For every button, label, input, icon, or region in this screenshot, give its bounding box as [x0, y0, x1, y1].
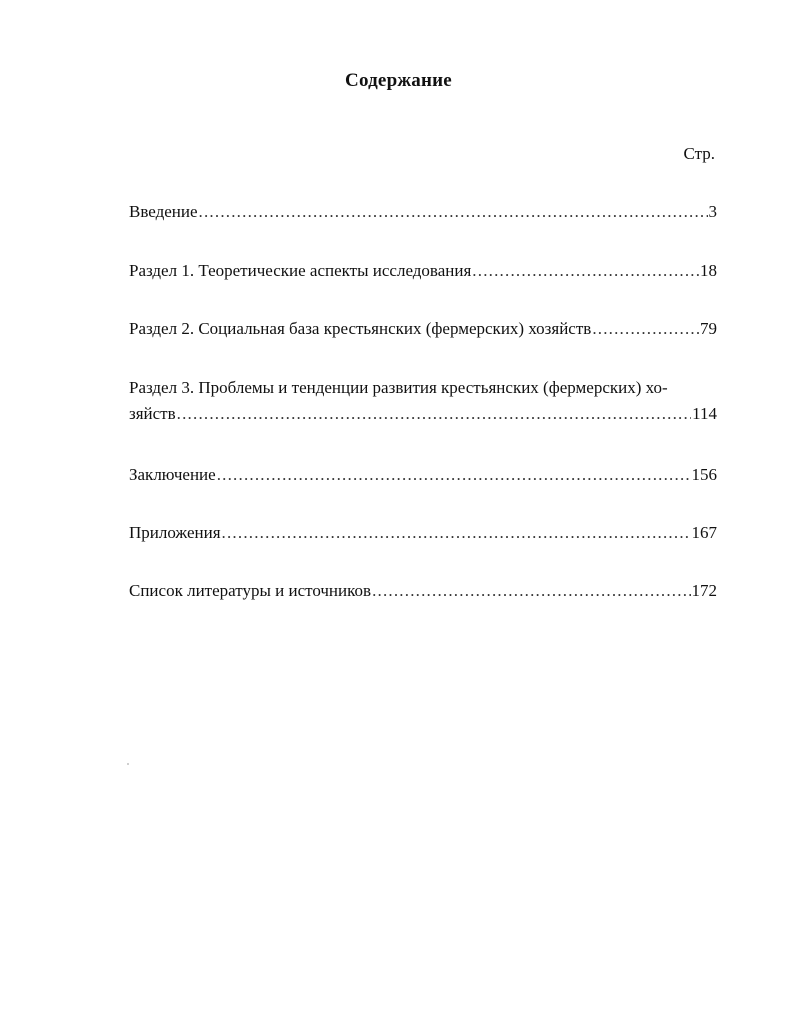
toc-page-number: 79 [700, 319, 717, 338]
toc-entry-title: Раздел 1. Теоретические аспекты исследования [129, 261, 472, 280]
toc-page-number: 18 [700, 261, 717, 280]
toc-entry-section-3 [129, 378, 717, 424]
dot-leader [592, 319, 699, 339]
toc-entry-title-line1: Раздел 3. Проблемы и тенденции развития крестьянских (фермерских) хо- [129, 378, 668, 397]
toc-page-number: 167 [691, 523, 717, 542]
toc-entry-introduction [129, 202, 717, 222]
toc-entry-title: Раздел 2. Социальная база крестьянских (фермерских) хозяйств [129, 319, 592, 338]
toc-entry-title: Заключение [129, 465, 216, 484]
dot-leader [217, 465, 691, 485]
dot-leader [372, 581, 690, 601]
toc-entry-conclusion [129, 465, 717, 485]
toc-entry-title-line2: зяйств [129, 404, 176, 423]
toc-entry-section-1 [129, 261, 717, 281]
toc-page-number: 114 [692, 404, 717, 423]
toc-page-number: 156 [691, 465, 717, 484]
dot-leader [199, 202, 708, 222]
dot-leader [177, 404, 691, 424]
toc-entry-appendices [129, 523, 717, 543]
scan-speck [127, 763, 129, 765]
page-column-label: Стр. [683, 144, 715, 163]
toc-entry-title: Список литературы и источников [129, 581, 372, 600]
toc-entry-references [129, 581, 717, 601]
toc-entry-section-2 [129, 319, 717, 339]
toc-page-number: 172 [691, 581, 717, 600]
toc-page-number: 3 [708, 202, 717, 221]
toc-entry-title: Введение [129, 202, 198, 221]
dot-leader [222, 523, 691, 543]
dot-leader [472, 261, 699, 281]
toc-entry-title: Приложения [129, 523, 221, 542]
page-title: Содержание [345, 70, 452, 91]
